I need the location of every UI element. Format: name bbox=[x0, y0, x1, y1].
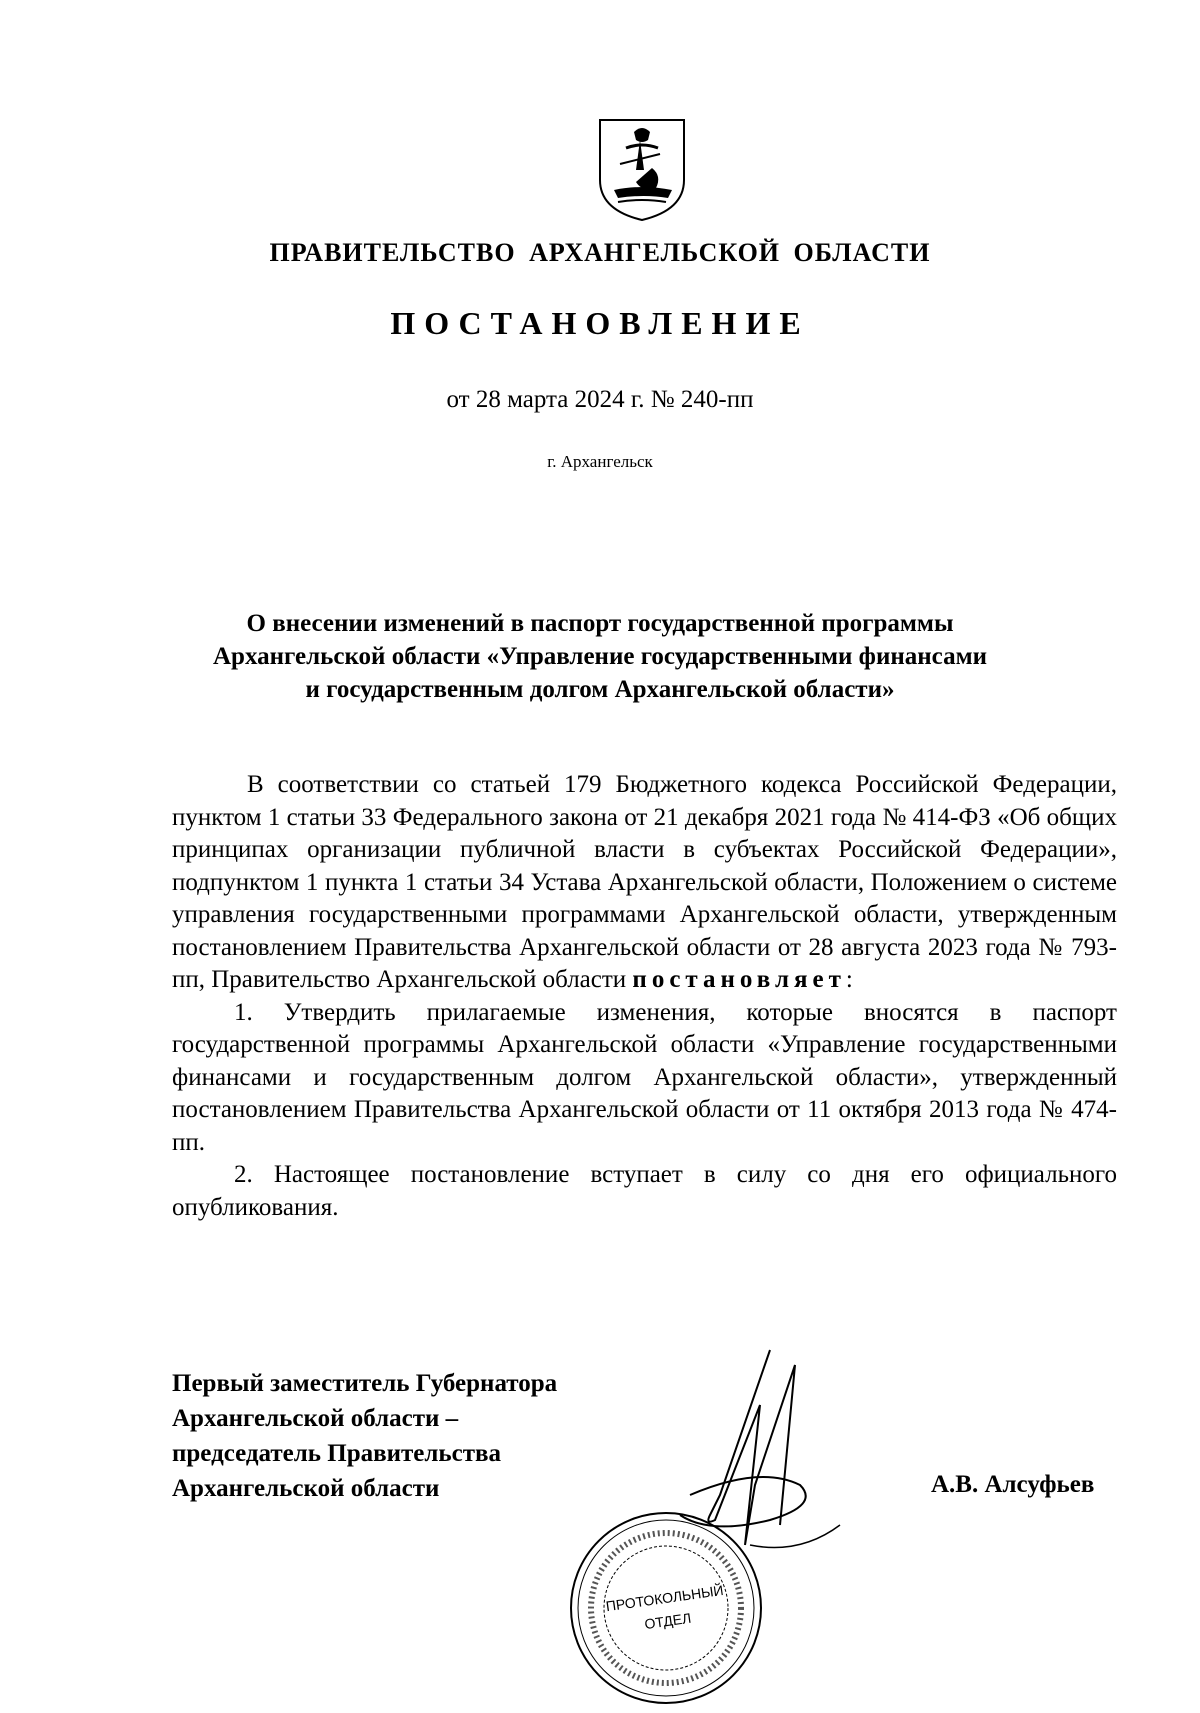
document-subject bbox=[0, 607, 1200, 706]
decree-word: постановляет bbox=[632, 966, 846, 993]
government-name: ПРАВИТЕЛЬСТВО АРХАНГЕЛЬСКОЙ ОБЛАСТИ bbox=[269, 238, 931, 267]
signatory-name: А.В. Алсуфьев bbox=[931, 1471, 1095, 1498]
position-line: Архангельской области – bbox=[172, 1405, 459, 1432]
coat-of-arms-icon bbox=[596, 118, 688, 222]
issue-city: г. Архангельск bbox=[547, 452, 653, 471]
stamp-text-line: ОТДЕЛ bbox=[643, 1609, 693, 1633]
body-paragraph-item-1: 1. Утвердить прилагаемые изменения, которые вносятся в паспорт государственной программы Архангельской области «Управление государственными финансами и государственным долгом Архангельской области», утвержденный постановлением Правительства Архангельской области от 11 октября 2013 года № 474-пп. bbox=[172, 998, 1117, 1156]
preamble-colon: : bbox=[845, 966, 853, 993]
body-paragraph-preamble bbox=[172, 769, 1117, 997]
document-type-title: ПОСТАНОВЛЕНИЕ bbox=[390, 305, 810, 341]
document-body bbox=[172, 769, 1117, 1224]
subject-line: О внесении изменений в паспорт государственной программы bbox=[246, 610, 954, 637]
subject-line: и государственным долгом Архангельской области» bbox=[305, 676, 895, 703]
official-stamp bbox=[566, 1508, 766, 1708]
date-and-number: от 28 марта 2024 г. № 240-пп bbox=[446, 386, 754, 413]
signatory-position bbox=[172, 1366, 557, 1506]
preamble-text: В соответствии со статьей 179 Бюджетного кодекса Российской Федерации, пунктом 1 статьи 33 Федерального закона от 21 декабря 2021 года № 414-ФЗ «Об общих принципах организации публичной власти в субъектах Российской Федерации», подпунктом 1 пункта 1 статьи 34 Устава Архангельской области, Положением о системе управления государственными программами Архангельской области, утвержденным постановлением Правительства Архангельской области от 28 августа 2023 года № 793-пп, Правительство Архангельской области bbox=[172, 771, 1117, 993]
position-line: председатель Правительства bbox=[172, 1440, 502, 1467]
position-line: Первый заместитель Губернатора bbox=[172, 1370, 558, 1397]
position-line: Архангельской области bbox=[172, 1475, 440, 1502]
body-paragraph-item-2: 2. Настоящее постановление вступает в силу со дня его официального опубликования. bbox=[172, 1161, 1117, 1221]
stamp-text-line: ПРОТОКОЛЬНЫЙ bbox=[604, 1581, 725, 1615]
subject-line: Архангельской области «Управление государственными финансами bbox=[212, 643, 987, 670]
